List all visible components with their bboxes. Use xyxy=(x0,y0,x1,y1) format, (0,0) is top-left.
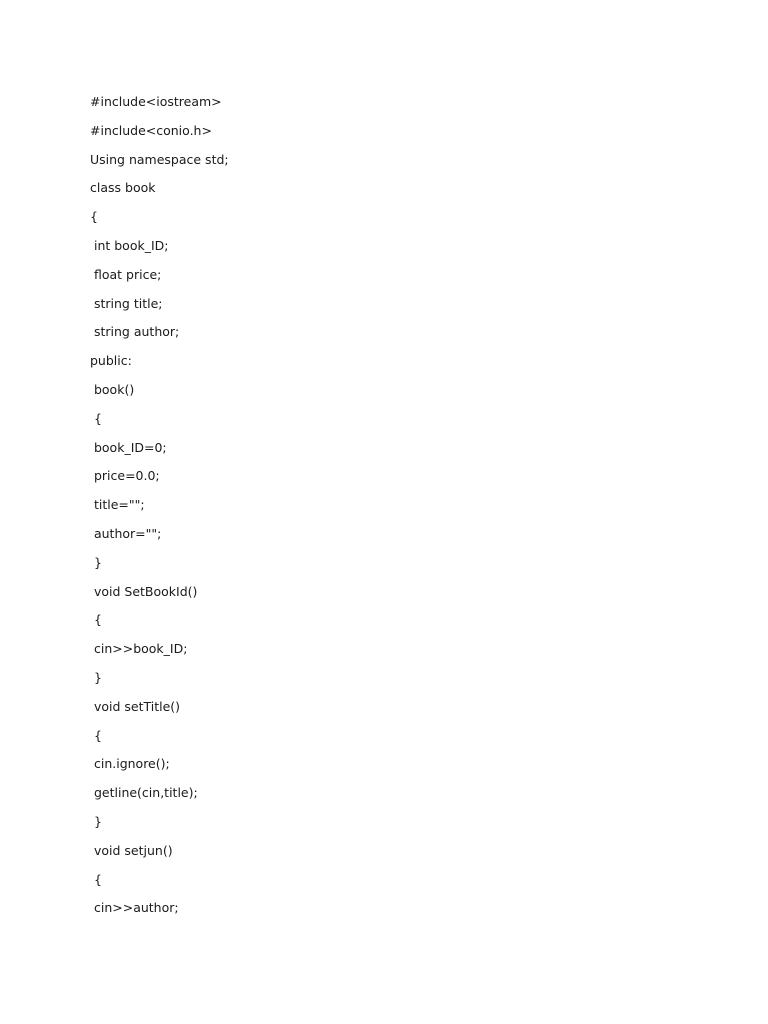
code-listing xyxy=(90,92,690,927)
code-line-8: string title; xyxy=(90,295,163,311)
code-line-13: book_ID=0; xyxy=(90,439,167,455)
code-line-7: float price; xyxy=(90,266,162,282)
code-line-29: cin>>author; xyxy=(90,900,179,916)
code-line-1: #include<iostream> xyxy=(90,94,222,109)
code-line-25: getline(cin,title); xyxy=(90,785,198,801)
code-line-22: void setTitle() xyxy=(90,698,181,714)
code-line-23: { xyxy=(90,727,102,743)
code-line-12: { xyxy=(90,410,102,426)
code-line-17: } xyxy=(90,554,102,570)
code-line-15: title=""; xyxy=(90,497,145,513)
code-line-4: class book xyxy=(90,180,156,196)
code-line-26: } xyxy=(90,813,102,829)
code-line-14: price=0.0; xyxy=(90,468,160,484)
code-line-11: book() xyxy=(90,381,135,397)
code-line-3: Using namespace std; xyxy=(90,151,229,167)
code-line-28: { xyxy=(90,871,102,887)
code-line-9: string author; xyxy=(90,324,180,340)
code-line-18: void SetBookId() xyxy=(90,583,198,599)
code-line-6: int book_ID; xyxy=(90,237,169,253)
code-line-20: cin>>book_ID; xyxy=(90,641,188,657)
code-line-10: public: xyxy=(90,353,132,369)
code-line-27: void setjun() xyxy=(90,842,173,858)
code-line-19: { xyxy=(90,612,102,628)
code-line-24: cin.ignore(); xyxy=(90,756,170,772)
code-line-2: #include<conio.h> xyxy=(90,122,212,138)
code-line-16: author=""; xyxy=(90,525,162,541)
code-line-5: { xyxy=(90,209,98,225)
code-line-21: } xyxy=(90,669,102,685)
